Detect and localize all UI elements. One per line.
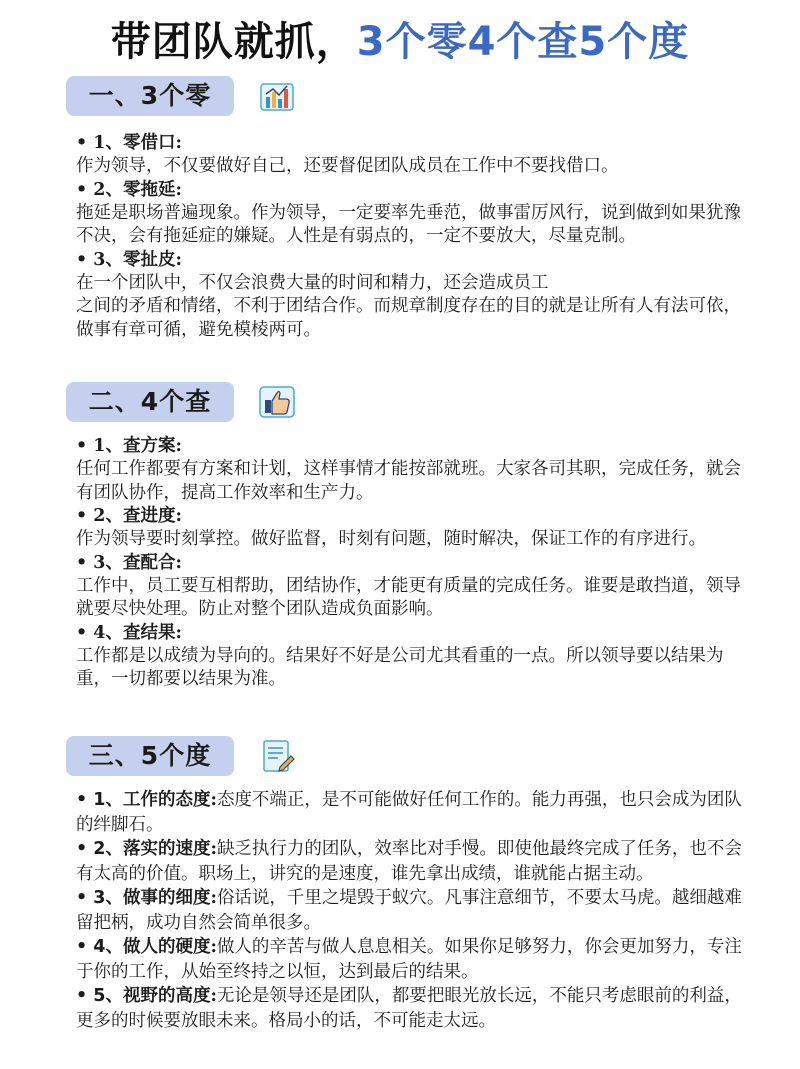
item-text: 无论是领导还是团队，都要把眼光放长远，不能只考虑眼前的利益，更多的时候要放眼未来。格局小的话，不可能走太远。 — [76, 986, 742, 1031]
item-heading: • 2、查进度: — [76, 506, 182, 526]
list-item — [76, 435, 756, 505]
item-heading: • 3、零扯皮: — [76, 249, 182, 270]
item-text: 作为领导要时刻掌控。做好监督，时刻有问题，随时解决，保证工作的有序进行。 — [76, 529, 706, 549]
page-title — [0, 10, 800, 67]
item-heading: • 3、查配合: — [76, 552, 182, 573]
list-item — [76, 788, 756, 837]
item-text: 作为领导，不仅要做好自己，还要督促团队成员在工作中不要找借口。 — [76, 156, 619, 176]
item-label: 做事的细度: — [122, 888, 217, 908]
list-item — [76, 249, 756, 343]
item-text: 缺乏执行力的团队，效率比对手慢。即使他最终完成了任务，也不会有太高的价值。职场上，讲究的是速度，谁先拿出成绩，谁就能占据主动。 — [76, 839, 742, 884]
list-item — [76, 552, 756, 622]
item-bullet: • 4、 — [76, 937, 123, 957]
item-label: 视野的高度: — [122, 986, 217, 1006]
section-heading: 三、5个度 — [66, 736, 234, 776]
list-item — [76, 984, 756, 1033]
list-item — [76, 886, 756, 935]
list-item — [76, 837, 756, 886]
item-text: 拖延是职场普遍现象。作为领导，一定要率先垂范，做事雷厉风行，说到做到如果犹豫不决，会有拖延症的嫌疑。人性是有弱点的，一定不要放大，尽量克制。 — [76, 202, 741, 246]
section-heading: 二、4个查 — [66, 382, 234, 422]
item-heading: • 1、查方案: — [76, 436, 182, 456]
item-text: 工作都是以成绩为导向的。结果好不好是公司尤其看重的一点。所以领导要以结果为重，一切都要以结果为准。 — [76, 645, 724, 689]
item-label: 做人的硬度: — [122, 937, 217, 957]
page-title-highlight: 3个零4个查5个度 — [356, 19, 690, 65]
list-item — [76, 132, 756, 179]
item-text: 做人的辛苦与做人息息相关。如果你足够努力，你会更加努力，专注于你的工作，从始至终持之以恒，达到最后的结果。 — [76, 937, 742, 982]
list-item — [76, 935, 756, 984]
section-heading: 一、3个零 — [66, 76, 234, 116]
item-heading: • 2、零拖延: — [76, 179, 182, 200]
bar-chart-icon — [258, 78, 296, 116]
item-bullet: • 2、 — [76, 839, 123, 859]
item-bullet: • 1、 — [76, 790, 123, 810]
item-heading: • 4、查结果: — [76, 622, 182, 643]
list-item — [76, 179, 756, 249]
item-label: 工作的态度: — [122, 790, 217, 810]
item-text: 任何工作都要有方案和计划，这样事情才能按部就班。大家各司其职，完成任务，就会有团队协作，提高工作效率和生产力。 — [76, 459, 741, 503]
list-item — [76, 505, 756, 552]
item-text: 在一个团队中，不仅会浪费大量的时间和精力，还会造成员工 之间的矛盾和情绪，不利于团结合作。而规章制度存在的目的就是让所有人有法可依，做事有章可循，避免模棱两可。 — [76, 272, 741, 340]
item-text: 工作中，员工要互相帮助，团结协作，才能更有质量的完成任务。谁要是敢挡道，领导就要尽快处理。防止对整个团队造成负面影响。 — [76, 575, 741, 619]
document-edit-icon — [258, 737, 296, 775]
item-text: 态度不端正，是不可能做好任何工作的。能力再强，也只会成为团队的绊脚石。 — [76, 790, 742, 835]
item-bullet: • 5、 — [76, 986, 123, 1006]
thumbs-up-icon — [258, 383, 296, 421]
item-bullet: • 3、 — [76, 888, 123, 908]
item-label: 落实的速度: — [122, 839, 217, 859]
item-text: 俗话说，千里之堤毁于蚁穴。凡事注意细节，不要太马虎。越细越难留把柄，成功自然会简单很多。 — [76, 888, 742, 933]
page-title-prefix: 带团队就抓， — [110, 19, 357, 65]
item-heading: • 1、零借口: — [76, 133, 182, 153]
list-item — [76, 622, 756, 692]
